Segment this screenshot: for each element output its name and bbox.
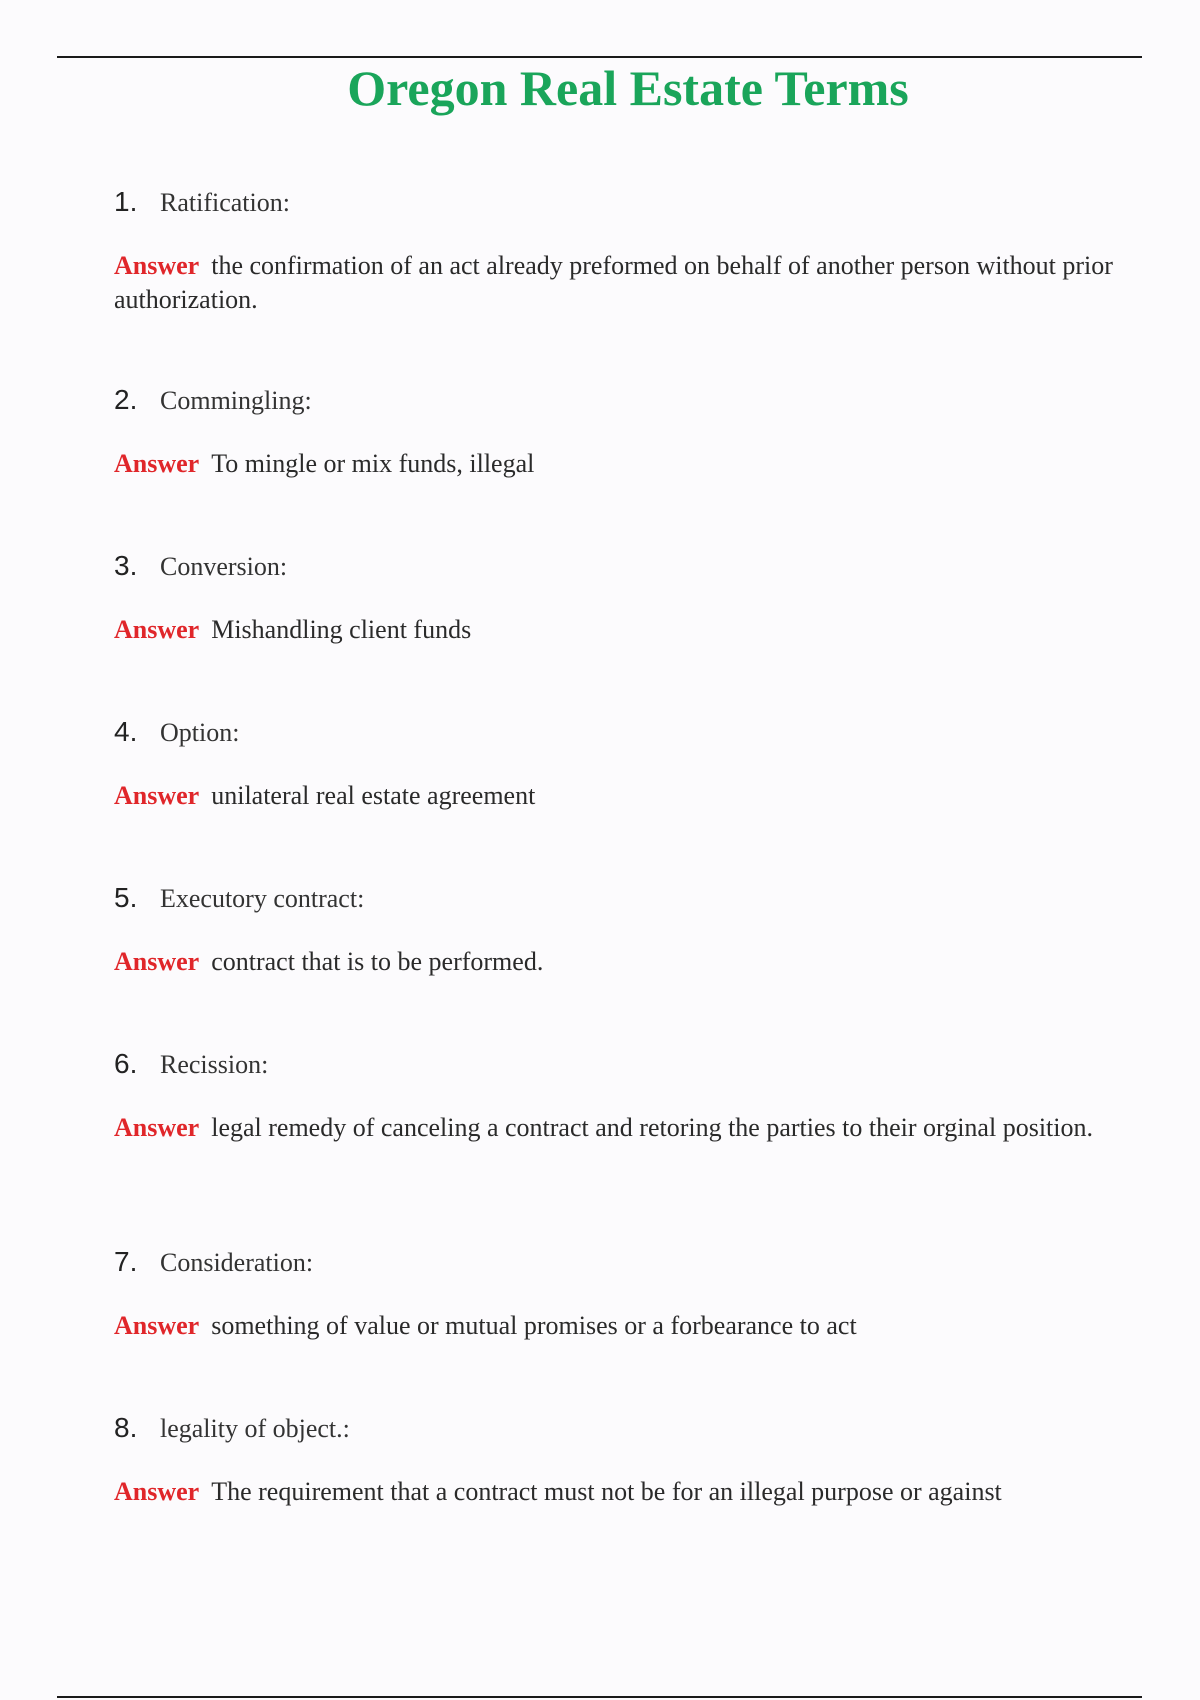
question-number: 6. <box>114 1048 138 1079</box>
qa-item-4 <box>114 716 1134 813</box>
question <box>114 716 1134 749</box>
qa-item-7 <box>114 1246 1134 1343</box>
answer-text: unilateral real estate agreement <box>211 781 536 810</box>
answer-text: something of value or mutual promises or a forbearance to act <box>211 1311 857 1340</box>
answer-label: Answer <box>114 251 200 280</box>
qa-item-6 <box>114 1048 1134 1145</box>
qa-item-8 <box>114 1412 1134 1509</box>
answer-text: The requirement that a contract must not be for an illegal purpose or against <box>211 1477 1002 1506</box>
question-text: Recission: <box>160 1050 269 1079</box>
answer <box>114 1475 1134 1509</box>
answer-label: Answer <box>114 781 200 810</box>
qa-item-3 <box>114 550 1134 647</box>
answer-label: Answer <box>114 615 200 644</box>
answer-label: Answer <box>114 1311 200 1340</box>
question-number: 8. <box>114 1412 138 1443</box>
question-number: 4. <box>114 716 138 747</box>
question-number: 1. <box>114 186 138 217</box>
question-text: Option: <box>160 718 240 747</box>
answer-text: legal remedy of canceling a contract and retoring the parties to their orginal position. <box>211 1113 1093 1142</box>
answer <box>114 779 1134 813</box>
answer-text: Mishandling client funds <box>211 615 472 644</box>
question <box>114 882 1134 915</box>
answer <box>114 249 1134 317</box>
answer <box>114 1111 1134 1145</box>
question <box>114 1246 1134 1279</box>
answer <box>114 447 1134 481</box>
qa-item-5 <box>114 882 1134 979</box>
answer-label: Answer <box>114 449 200 478</box>
question <box>114 550 1134 583</box>
question <box>114 1048 1134 1081</box>
answer-label: Answer <box>114 947 200 976</box>
question-text: Consideration: <box>160 1248 314 1277</box>
question-number: 7. <box>114 1246 138 1277</box>
answer-text: the confirmation of an act already preformed on behalf of another person without prior authorization. <box>114 251 1113 314</box>
answer-text: To mingle or mix funds, illegal <box>211 449 535 478</box>
answer-text: contract that is to be performed. <box>211 947 544 976</box>
question-text: legality of object.: <box>160 1414 350 1443</box>
answer-label: Answer <box>114 1477 200 1506</box>
answer <box>114 945 1134 979</box>
question-text: Conversion: <box>160 552 288 581</box>
document-title: Oregon Real Estate Terms <box>347 60 909 116</box>
question-text: Ratification: <box>160 188 290 217</box>
bottom-rule <box>57 1696 1142 1698</box>
answer <box>114 1309 1134 1343</box>
question-number: 3. <box>114 550 138 581</box>
question-text: Executory contract: <box>160 884 365 913</box>
qa-item-1 <box>114 186 1134 317</box>
answer-label: Answer <box>114 1113 200 1142</box>
question <box>114 1412 1134 1445</box>
question-number: 2. <box>114 384 138 415</box>
question-number: 5. <box>114 882 138 913</box>
question <box>114 384 1134 417</box>
qa-item-2 <box>114 384 1134 481</box>
question-text: Commingling: <box>160 386 312 415</box>
answer <box>114 613 1134 647</box>
question <box>114 186 1134 219</box>
